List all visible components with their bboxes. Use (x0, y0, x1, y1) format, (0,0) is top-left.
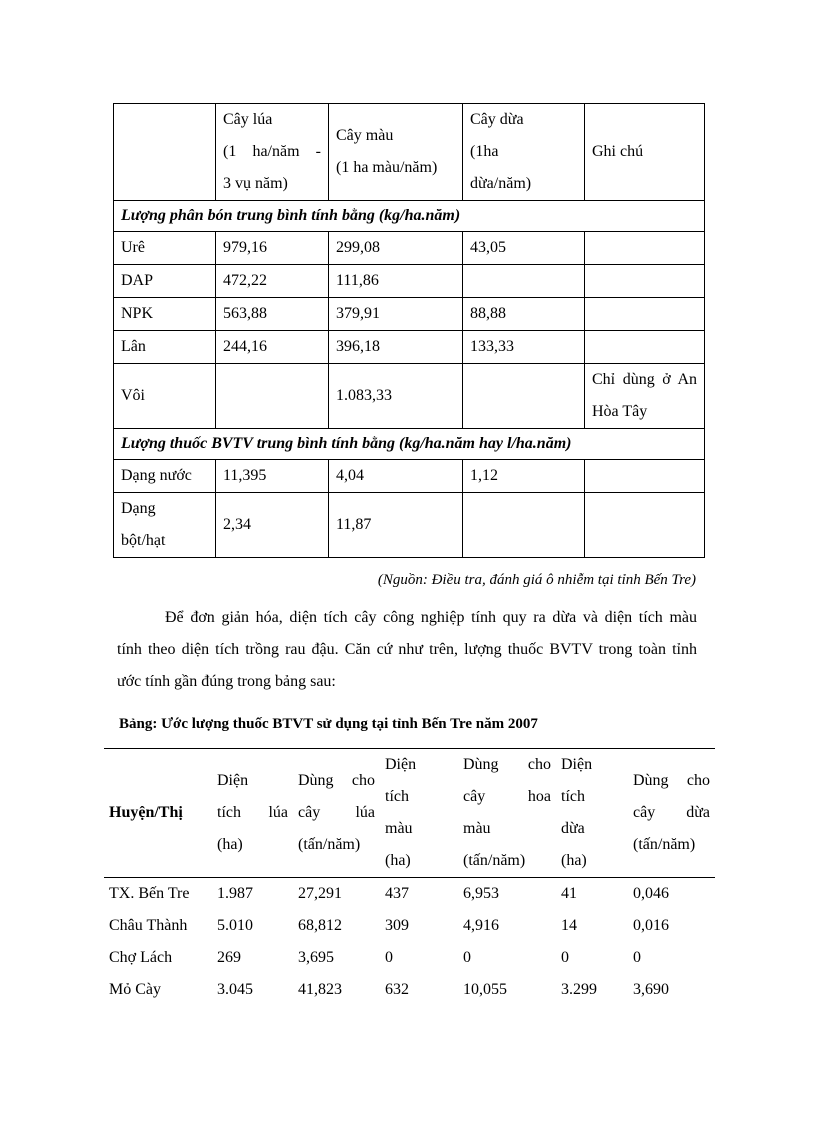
cell-value: 27,291 (298, 885, 342, 902)
table-row (114, 298, 705, 331)
table-row (104, 878, 715, 911)
cell-value: 269 (217, 949, 241, 966)
cell-value (585, 232, 705, 265)
note-line: Chỉ dùng ở An (592, 371, 697, 388)
header-line: tích lúa (217, 804, 288, 821)
table-row (104, 910, 715, 942)
body-paragraph (117, 602, 697, 698)
header-line: (ha) (217, 836, 243, 853)
cell-value: 11,395 (216, 460, 329, 493)
cell-value (463, 265, 585, 298)
row-label: DAP (114, 265, 216, 298)
table-header-row (104, 749, 715, 878)
header-line: (1ha (470, 143, 499, 160)
cell-value: 1,12 (463, 460, 585, 493)
header-line: (1 ha/năm - (223, 143, 321, 160)
district-name: Chợ Lách (109, 949, 173, 966)
paragraph-line: Để đơn giản hóa, diện tích cây công nghiệp tính quy ra dừa và diện tích màu (165, 609, 697, 626)
header-crop-usage (458, 749, 556, 878)
header-crop-area (380, 749, 458, 878)
table-row (104, 942, 715, 974)
cell-value: 0 (561, 949, 569, 966)
cell-value (463, 364, 585, 429)
cell-value: 5.010 (217, 917, 253, 934)
cell-value: 0,016 (633, 917, 669, 934)
header-line: Ghi chú (592, 143, 644, 160)
row-label: NPK (114, 298, 216, 331)
header-rice-usage (293, 749, 380, 878)
header-line: cây dừa (633, 804, 710, 821)
header-line: (1 ha màu/năm) (336, 159, 438, 176)
cell-value: 88,88 (463, 298, 585, 331)
header-line: 3 vụ năm) (223, 175, 288, 192)
header-line: Cây dừa (470, 111, 524, 128)
header-line: dừa (561, 820, 585, 837)
cell-value: 4,04 (329, 460, 463, 493)
header-cell-empty (114, 104, 216, 201)
cell-value: 309 (385, 917, 409, 934)
source-note: (Nguồn: Điều tra, đánh giá ô nhiễm tại tỉnh Bến Tre) (377, 572, 696, 588)
cell-value (216, 364, 329, 429)
cell-value: 632 (385, 981, 409, 998)
cell-value: 3.299 (561, 981, 597, 998)
cell-value (585, 460, 705, 493)
header-coconut-usage (628, 749, 715, 878)
row-label-line: bột/hạt (121, 532, 166, 549)
header-cell-note (585, 104, 705, 201)
header-line: (ha) (385, 852, 411, 869)
section-title: Lượng thuốc BVTV trung bình tính bằng (kg/ha.năm hay l/ha.năm) (114, 429, 705, 460)
cell-value: 68,812 (298, 917, 342, 934)
cell-value: 6,953 (463, 885, 499, 902)
header-line: Diện (561, 756, 593, 773)
cell-value: 1.083,33 (329, 364, 463, 429)
header-line: tích (561, 788, 585, 805)
district-name: Mỏ Cày (109, 981, 161, 998)
cell-value: 3.045 (217, 981, 253, 998)
section-title: Lượng phân bón trung bình tính bằng (kg/ha.năm) (114, 201, 705, 232)
cell-value: 10,055 (463, 981, 507, 998)
fertilizer-pesticide-table (113, 103, 705, 558)
header-line: (ha) (561, 852, 587, 869)
row-label: Lân (114, 331, 216, 364)
row-label: Vôi (114, 364, 216, 429)
header-cell-rice (216, 104, 329, 201)
table-header-row (114, 104, 705, 201)
cell-value: 133,33 (463, 331, 585, 364)
cell-value (463, 493, 585, 558)
row-label: Urê (114, 232, 216, 265)
cell-value: 111,86 (329, 265, 463, 298)
cell-value: 379,91 (329, 298, 463, 331)
header-line: Dùng cho (633, 772, 710, 789)
cell-value: 43,05 (463, 232, 585, 265)
cell-value: 437 (385, 885, 409, 902)
header-coconut-area (556, 749, 628, 878)
cell-value: 14 (561, 917, 577, 934)
header-line: màu (385, 820, 413, 837)
header-line: Diện (217, 772, 249, 789)
cell-value: 3,690 (633, 981, 669, 998)
header-line: Diện (385, 756, 417, 773)
cell-value: 0,046 (633, 885, 669, 902)
pesticide-estimate-table (104, 748, 715, 1006)
note-cell (585, 364, 705, 429)
table-row (114, 265, 705, 298)
header-line: Cây lúa (223, 111, 273, 128)
cell-value (585, 298, 705, 331)
header-line: (tấn/năm) (633, 836, 696, 853)
header-line: màu (463, 820, 491, 837)
cell-value: 41 (561, 885, 577, 902)
section-row-fertilizer (114, 201, 705, 232)
header-line: Dùng cho (298, 772, 375, 789)
header-line: Dùng cho (463, 756, 551, 773)
table-row (104, 974, 715, 1006)
cell-value: 0 (633, 949, 641, 966)
cell-value (585, 493, 705, 558)
header-line: dừa/năm) (470, 175, 532, 192)
cell-value: 0 (385, 949, 393, 966)
table-row (114, 232, 705, 265)
row-label: Dạng nước (114, 460, 216, 493)
table-row (114, 460, 705, 493)
cell-value: 299,08 (329, 232, 463, 265)
header-line: (tấn/năm) (298, 836, 361, 853)
cell-value: 3,695 (298, 949, 334, 966)
cell-value: 4,916 (463, 917, 499, 934)
header-district: Huyện/Thị (109, 804, 183, 821)
header-rice-area (212, 749, 293, 878)
table-row (114, 493, 705, 558)
district-name: Châu Thành (109, 917, 188, 934)
cell-value: 563,88 (216, 298, 329, 331)
cell-value: 244,16 (216, 331, 329, 364)
header-line: tích (385, 788, 409, 805)
paragraph-line: ước tính gần đúng trong bảng sau: (117, 673, 336, 690)
cell-value: 41,823 (298, 981, 342, 998)
cell-value: 979,16 (216, 232, 329, 265)
cell-value: 11,87 (329, 493, 463, 558)
cell-value (585, 265, 705, 298)
header-line: Cây màu (336, 127, 394, 144)
note-line: Hòa Tây (592, 403, 648, 420)
section-row-pesticide (114, 429, 705, 460)
header-cell-crop (329, 104, 463, 201)
cell-value (585, 331, 705, 364)
row-label (114, 493, 216, 558)
header-line: cây hoa (463, 788, 551, 805)
header-cell-coconut (463, 104, 585, 201)
row-label-line: Dạng (121, 500, 156, 517)
header-line: cây lúa (298, 804, 375, 821)
cell-value: 472,22 (216, 265, 329, 298)
table-caption: Bảng: Ước lượng thuốc BTVT sử dụng tại tỉnh Bến Tre năm 2007 (119, 716, 538, 732)
table-row-lime (114, 364, 705, 429)
cell-value: 1.987 (217, 885, 253, 902)
paragraph-line: tính theo diện tích trồng rau đậu. Căn cứ như trên, lượng thuốc BVTV trong toàn tỉnh (117, 641, 697, 658)
cell-value: 0 (463, 949, 471, 966)
table-row (114, 331, 705, 364)
cell-value: 396,18 (329, 331, 463, 364)
header-line: (tấn/năm) (463, 852, 526, 869)
cell-value: 2,34 (216, 493, 329, 558)
district-name: TX. Bến Tre (109, 885, 190, 902)
